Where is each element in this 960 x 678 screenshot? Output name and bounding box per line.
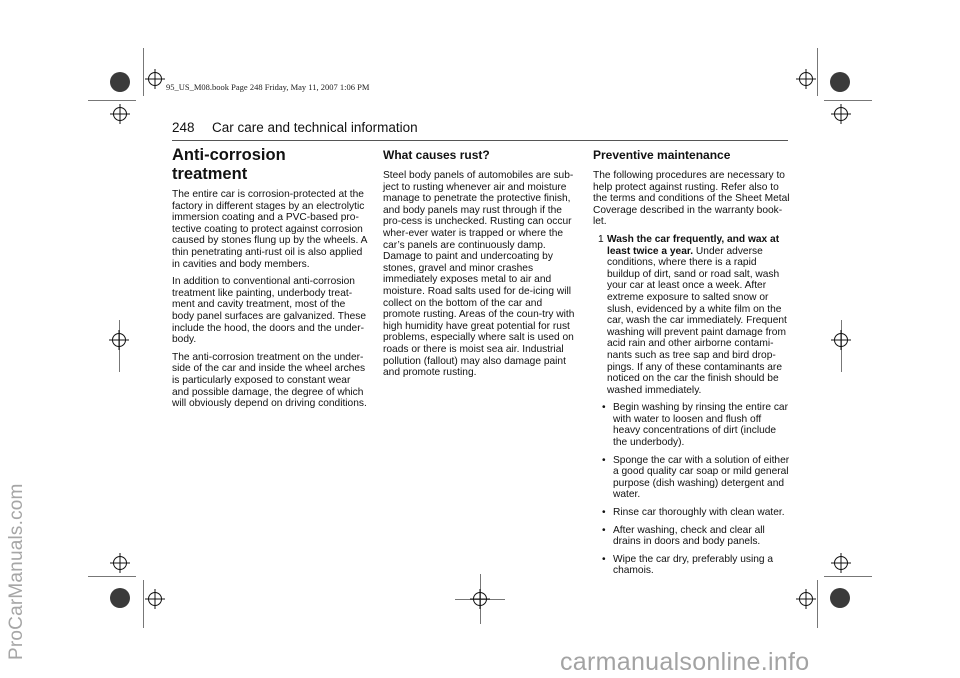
step-text: Under adverse conditions, where there is a rapid buildup of dirt, sand or road salt, wash your car at least once a week. After extreme exposure to salted snow or slush, evidenced by a white film on the car, wash the car immediately. Frequent washing will prevent paint damage from acid rain and other airborne contami-nants such as tree sap and bird drop-pings. If any of these contaminants are noticed on the car the finish should be washed immediately. <box>607 245 787 396</box>
list-item: • Sponge the car with a solution of either a good quality car soap or mild general purpose (dish washing) detergent and water. <box>602 454 790 501</box>
registration-dot-icon <box>830 588 850 608</box>
paragraph: The following procedures are necessary to help protect against rusting. Refer also to the terms and conditions of the Sheet Metal Coverage described in the warranty book-let. <box>593 170 790 228</box>
step-bold-text: Wash the car frequently, and wax at least twice a year. <box>607 233 780 257</box>
registration-mark-icon <box>799 72 813 86</box>
header-rule <box>172 140 788 141</box>
registration-mark-icon <box>473 592 487 606</box>
section-title: Car care and technical information <box>212 120 418 135</box>
bullet-icon: • <box>602 553 606 565</box>
registration-dot-icon <box>110 72 130 92</box>
registration-mark-icon <box>834 107 848 121</box>
page-header <box>172 120 418 135</box>
numbered-step <box>593 234 790 396</box>
paragraph: The anti-corrosion treatment on the under-side of the car and inside the wheel arches is particularly exposed to constant wear and possible damage, the degree of which will obviously depend on driving conditions. <box>172 351 367 410</box>
column-preventive-maintenance <box>593 146 790 583</box>
bullet-icon: • <box>602 402 606 414</box>
registration-mark-icon <box>834 556 848 570</box>
bullet-icon: • <box>602 507 606 519</box>
registration-dot-icon <box>830 72 850 92</box>
registration-mark-icon <box>112 333 126 347</box>
page-number: 248 <box>172 120 195 135</box>
book-stamp: 95_US_M08.book Page 248 Friday, May 11, 2007 1:06 PM <box>166 82 370 92</box>
registration-dot-icon <box>110 588 130 608</box>
registration-mark-icon <box>799 592 813 606</box>
list-item: • Rinse car thoroughly with clean water. <box>602 507 785 519</box>
rust-heading: What causes rust? <box>383 148 490 162</box>
list-item: • Wipe the car dry, preferably using a chamois. <box>602 553 774 577</box>
registration-mark-icon <box>148 592 162 606</box>
bullet-icon: • <box>602 524 606 536</box>
column-anti-corrosion <box>172 146 368 416</box>
registration-mark-icon <box>148 72 162 86</box>
registration-mark-icon <box>113 107 127 121</box>
step-number: 1 <box>598 233 604 245</box>
list-item: • After washing, check and clear all drains in doors and body panels. <box>602 524 765 548</box>
paragraph: The entire car is corrosion-protected at the factory in different stages by an electrolytic immersion coating and a PVC-based pro-tective coating to protect against corrosion caused by stones flung up by the wheels. A thin penetrating anti-rust oil is also applied in cavities and body members. <box>172 189 367 270</box>
list-item: • Begin washing by rinsing the entire car with water to loosen and flush off heavy concentrations of dirt (include the underbody). <box>602 402 788 449</box>
column-what-causes-rust <box>383 146 579 385</box>
bullet-icon: • <box>602 454 606 466</box>
registration-mark-icon <box>113 556 127 570</box>
bottom-watermark: carmanualsonline.info <box>560 648 810 676</box>
paragraph: In addition to conventional anti-corrosion treatment like painting, underbody treat-ment and cavity treatment, most of the body panel surfaces are galvanized. These include the hood, the doors and the under-body. <box>172 276 367 346</box>
maintenance-heading: Preventive maintenance <box>593 148 731 162</box>
paragraph: Steel body panels of automobiles are sub-ject to rusting whenever air and moisture manage to penetrate the protective finish, and body panels may rust through if the pro-cess is unchecked. Rusting can occur wher-ever water is trapped or where the car’s panels are continuously damp. Damage to paint and undercoating by stones, gravel and minor crashes immediately exposes metal to air and moisture. Road salts used for de-icing will collect on the bottom of the car and promote rusting. Areas of the coun-try with high humidity have great potential for rust problems, especially where salt is used on roads or there is moist sea air. Industrial pollution (fallout) may also damage paint and promote rusting. <box>383 170 575 379</box>
anti-corrosion-heading: Anti-corrosion treatment <box>172 146 286 183</box>
side-watermark: ProCarManuals.com <box>6 483 27 660</box>
registration-mark-icon <box>834 333 848 347</box>
